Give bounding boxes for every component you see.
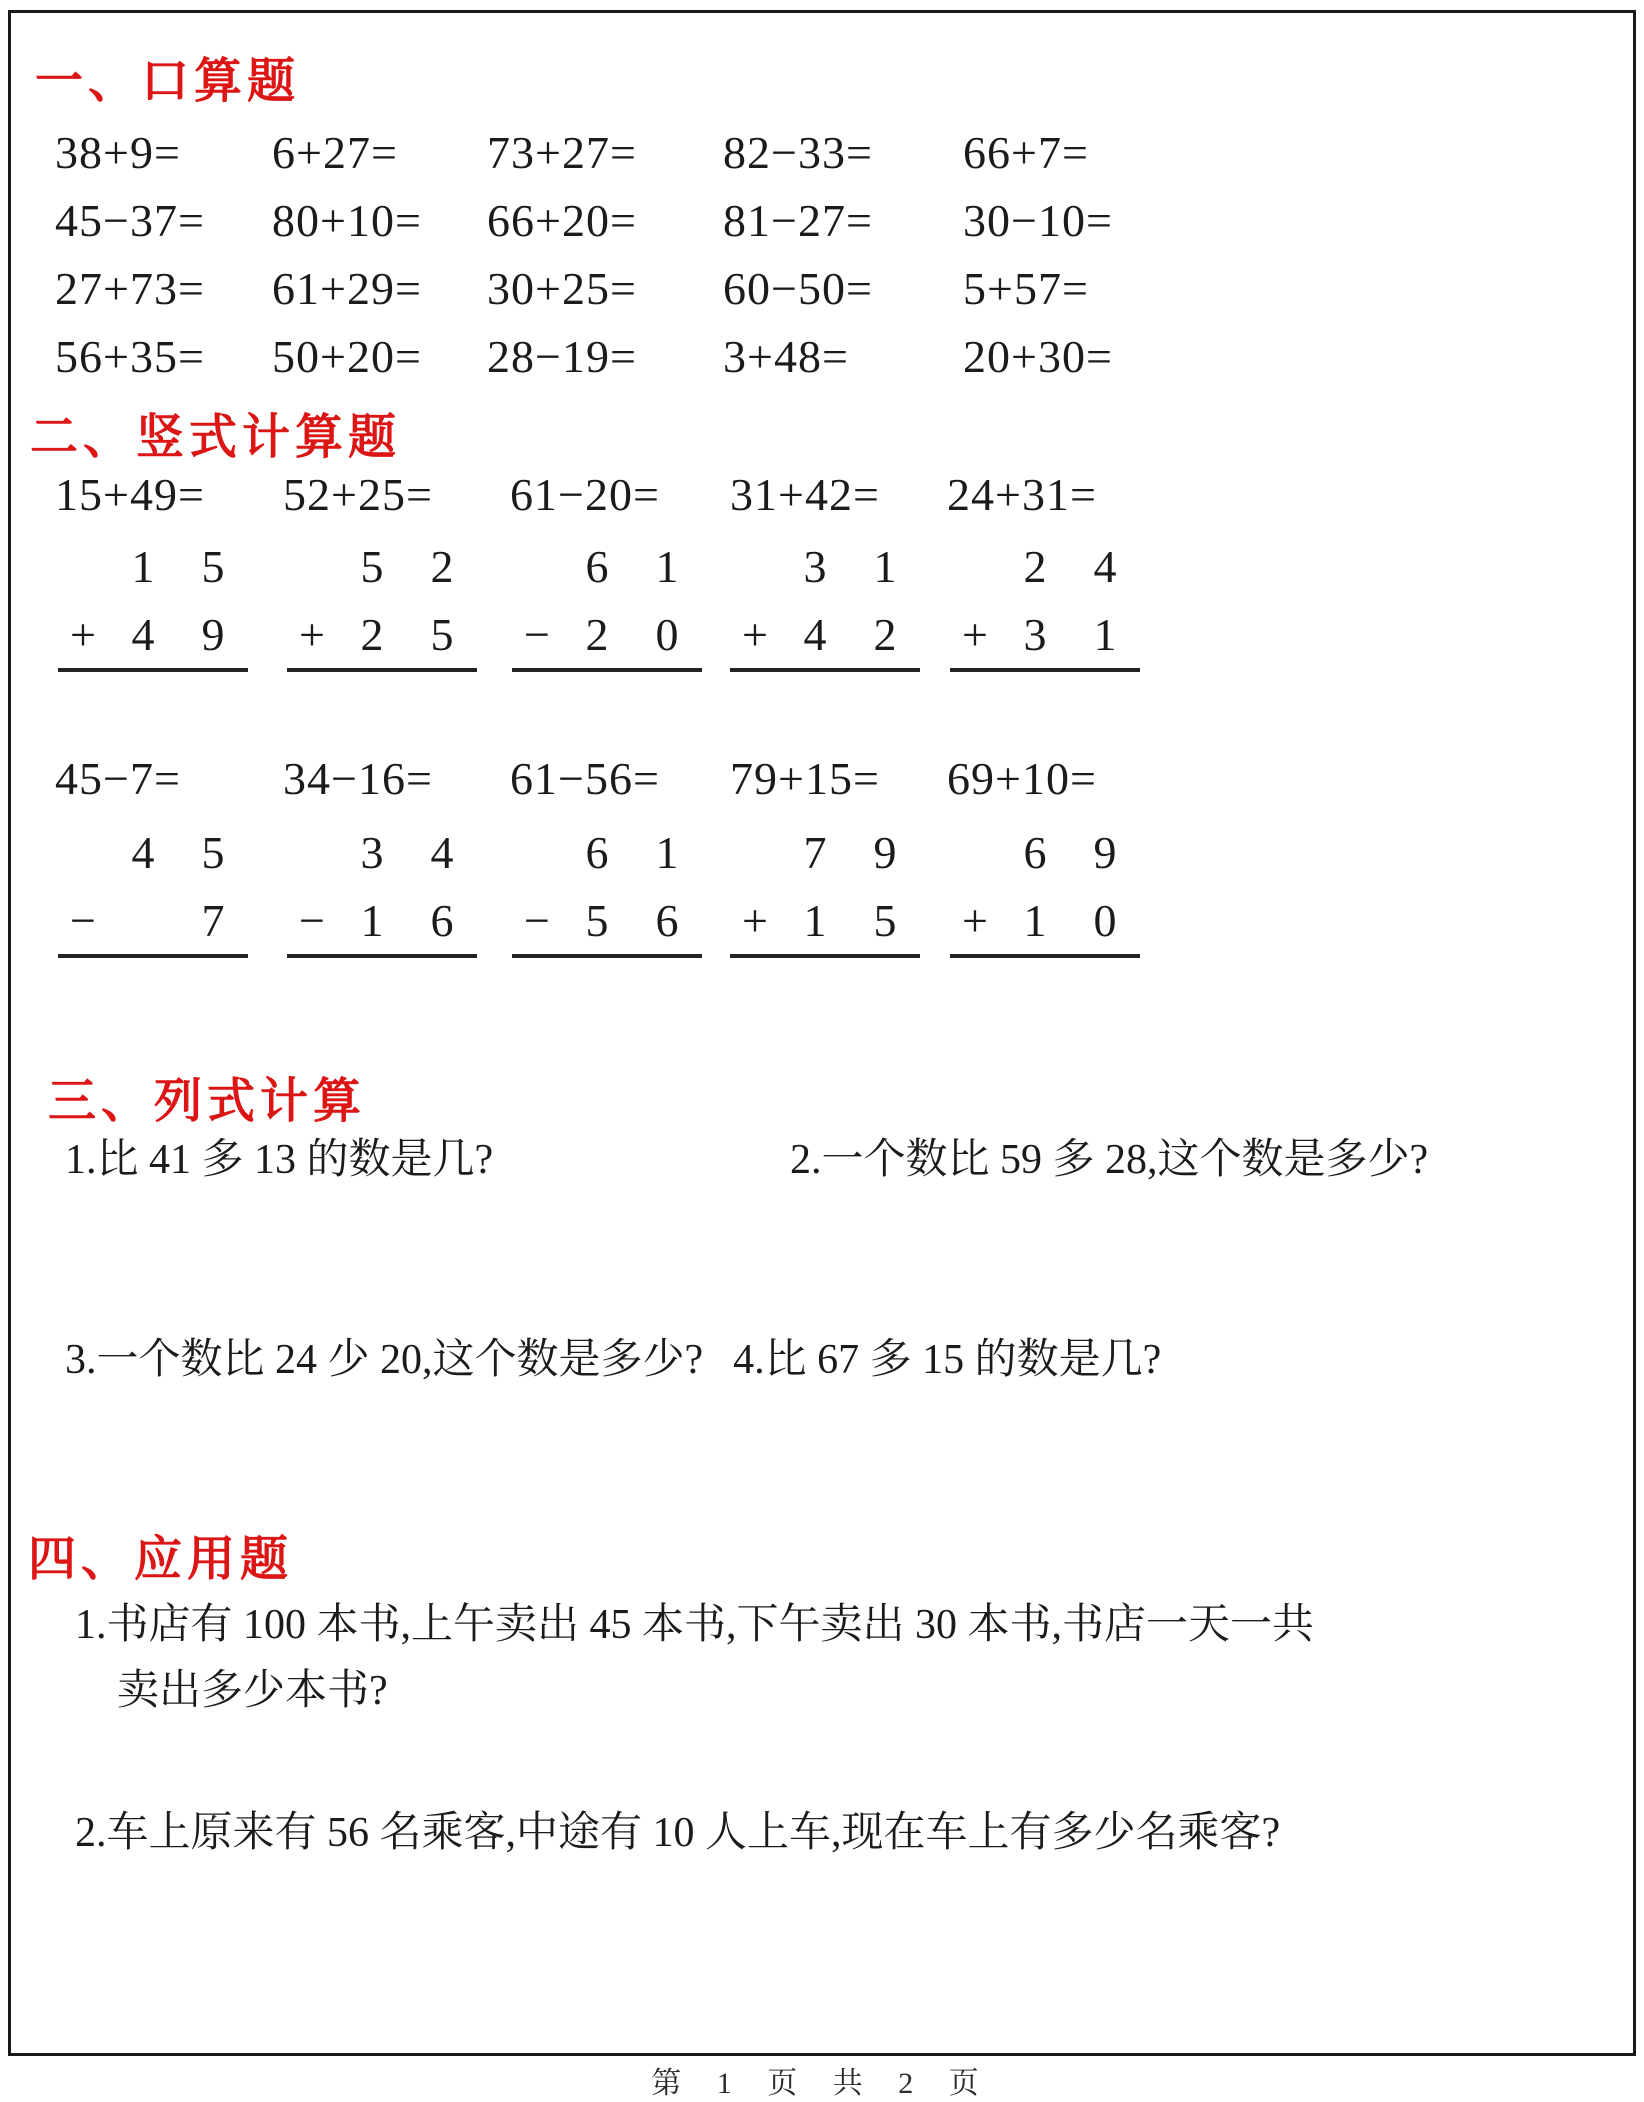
vertical-calc-block xyxy=(950,540,1140,672)
sum-line xyxy=(512,668,702,672)
equation: 15+49= xyxy=(55,469,205,520)
digit-cell: 0 xyxy=(1093,895,1117,946)
equation: 45−37= xyxy=(55,194,205,246)
operator-sign: − xyxy=(524,895,550,946)
digit-cell: 5 xyxy=(430,609,454,660)
vertical-calc-block xyxy=(730,826,920,958)
digit-cell: 1 xyxy=(360,895,384,946)
section2-title: 二、竖式计算题 xyxy=(30,411,402,464)
word-problem-1 xyxy=(75,1592,1314,1724)
operator-sign: − xyxy=(299,895,325,946)
sum-line xyxy=(950,668,1140,672)
equation: 50+20= xyxy=(272,330,422,382)
digit-cell: 2 xyxy=(873,609,897,660)
digit-cell: 6 xyxy=(585,541,609,592)
digit-cell: 9 xyxy=(873,827,897,878)
equation: 45−7= xyxy=(55,753,181,804)
section3-title: 三、列式计算 xyxy=(48,1075,367,1128)
problem-text: 比 41 多 13 的数是几? xyxy=(96,1137,494,1183)
page-footer-clipped: 第 1 页 共 2 页 xyxy=(651,2067,993,2100)
sum-line xyxy=(58,668,248,672)
digit-cell: 2 xyxy=(1023,541,1047,592)
sum-line xyxy=(950,954,1140,958)
vertical-calc-blocks-row2 xyxy=(58,826,1170,958)
digit-cell: 5 xyxy=(360,541,384,592)
digit-cell: 3 xyxy=(1023,609,1047,660)
oral-calc-grid xyxy=(55,118,1183,390)
problem-line: 卖出多少本书? xyxy=(117,1668,388,1714)
operator-sign: + xyxy=(70,609,96,660)
problem-text: 书店有 100 本书,上午卖出 45 本书,下午卖出 30 本书,书店一天一共 xyxy=(106,1602,1315,1648)
digit-cell: 1 xyxy=(803,895,827,946)
equation: 27+73= xyxy=(55,262,205,314)
section4-title: 四、应用题 xyxy=(28,1533,294,1586)
vertical-calc-block xyxy=(58,540,248,672)
expression-problem xyxy=(65,1126,790,1186)
digit-cell: 4 xyxy=(430,827,454,878)
problem-line xyxy=(75,1800,1280,1866)
word-problem-2 xyxy=(75,1800,1280,1866)
equation: 79+15= xyxy=(730,753,880,804)
equation: 73+27= xyxy=(487,126,637,178)
equation: 56+35= xyxy=(55,330,205,382)
sum-line xyxy=(730,668,920,672)
equation: 81−27= xyxy=(723,194,873,246)
equation: 52+25= xyxy=(283,469,433,520)
sum-line xyxy=(58,954,248,958)
operator-sign: + xyxy=(742,609,768,660)
digit-cell: 4 xyxy=(803,609,827,660)
vertical-calc-block xyxy=(512,826,702,958)
problem-number: 4. xyxy=(733,1337,765,1383)
digit-cell: 4 xyxy=(131,827,155,878)
equation: 69+10= xyxy=(947,753,1097,804)
equation: 82−33= xyxy=(723,126,873,178)
digit-cell: 9 xyxy=(1093,827,1117,878)
operator-sign: + xyxy=(962,895,988,946)
digit-cell: 5 xyxy=(201,827,225,878)
vertical-calc-equations-row2 xyxy=(55,752,1167,805)
expression-problem xyxy=(65,1326,703,1386)
digit-cell: 2 xyxy=(430,541,454,592)
vertical-calc-block xyxy=(287,540,477,672)
vertical-calc-block xyxy=(950,826,1140,958)
vertical-calc-block xyxy=(512,540,702,672)
equation: 60−50= xyxy=(723,262,873,314)
equation: 61−20= xyxy=(510,469,660,520)
equation: 28−19= xyxy=(487,330,637,382)
digit-cell: 5 xyxy=(201,541,225,592)
vertical-calc-blocks-row1 xyxy=(58,540,1170,672)
digit-cell: 7 xyxy=(803,827,827,878)
sum-line xyxy=(287,668,477,672)
digit-cell: 7 xyxy=(201,895,225,946)
sum-line xyxy=(730,954,920,958)
digit-cell: 9 xyxy=(201,609,225,660)
vertical-calc-equations-row1 xyxy=(55,468,1167,521)
problem-number: 1. xyxy=(75,1602,107,1648)
digit-cell: 1 xyxy=(131,541,155,592)
digit-cell: 6 xyxy=(1023,827,1047,878)
problem-text: 比 67 多 15 的数是几? xyxy=(764,1337,1162,1383)
equation: 30+25= xyxy=(487,262,637,314)
equation: 31+42= xyxy=(730,469,880,520)
operator-sign: + xyxy=(742,895,768,946)
equation: 30−10= xyxy=(963,194,1113,246)
digit-cell: 6 xyxy=(585,827,609,878)
digit-cell: 5 xyxy=(873,895,897,946)
equation: 6+27= xyxy=(272,126,398,178)
equation: 3+48= xyxy=(723,330,849,382)
digit-cell: 2 xyxy=(360,609,384,660)
digit-cell: 1 xyxy=(873,541,897,592)
problem-number: 2. xyxy=(790,1137,822,1183)
equation: 80+10= xyxy=(272,194,422,246)
problem-text: 一个数比 24 少 20,这个数是多少? xyxy=(96,1337,704,1383)
operator-sign: + xyxy=(299,609,325,660)
expression-problems-line2 xyxy=(65,1326,1161,1386)
equation: 24+31= xyxy=(947,469,1097,520)
digit-cell: 4 xyxy=(1093,541,1117,592)
digit-cell: 2 xyxy=(585,609,609,660)
vertical-calc-block xyxy=(730,540,920,672)
equation: 61−56= xyxy=(510,753,660,804)
operator-sign: − xyxy=(524,609,550,660)
problem-text: 一个数比 59 多 28,这个数是多少? xyxy=(821,1137,1429,1183)
vertical-calc-block xyxy=(287,826,477,958)
problem-text: 车上原来有 56 名乘客,中途有 10 人上车,现在车上有多少名乘客? xyxy=(106,1810,1281,1856)
expression-problem xyxy=(790,1126,1428,1186)
equation: 20+30= xyxy=(963,330,1113,382)
digit-cell: 4 xyxy=(131,609,155,660)
digit-cell: 0 xyxy=(655,609,679,660)
operator-sign: + xyxy=(962,609,988,660)
section1-title: 一、口算题 xyxy=(35,55,301,108)
problem-number: 3. xyxy=(65,1337,97,1383)
equation: 66+7= xyxy=(963,126,1089,178)
equation: 66+20= xyxy=(487,194,637,246)
problem-number: 1. xyxy=(65,1137,97,1183)
digit-cell: 6 xyxy=(430,895,454,946)
digit-cell: 1 xyxy=(655,541,679,592)
equation: 38+9= xyxy=(55,126,181,178)
equation: 61+29= xyxy=(272,262,422,314)
vertical-calc-block xyxy=(58,826,248,958)
digit-cell: 1 xyxy=(1093,609,1117,660)
expression-problems-line1 xyxy=(65,1126,1428,1186)
problem-line xyxy=(75,1592,1314,1658)
digit-cell: 3 xyxy=(803,541,827,592)
operator-sign: − xyxy=(70,895,96,946)
sum-line xyxy=(512,954,702,958)
digit-cell: 1 xyxy=(655,827,679,878)
digit-cell: 6 xyxy=(655,895,679,946)
equation: 5+57= xyxy=(963,262,1089,314)
expression-problem xyxy=(733,1326,1161,1386)
digit-cell: 5 xyxy=(585,895,609,946)
problem-number: 2. xyxy=(75,1810,107,1856)
digit-cell: 1 xyxy=(1023,895,1047,946)
sum-line xyxy=(287,954,477,958)
equation: 34−16= xyxy=(283,753,433,804)
digit-cell: 3 xyxy=(360,827,384,878)
